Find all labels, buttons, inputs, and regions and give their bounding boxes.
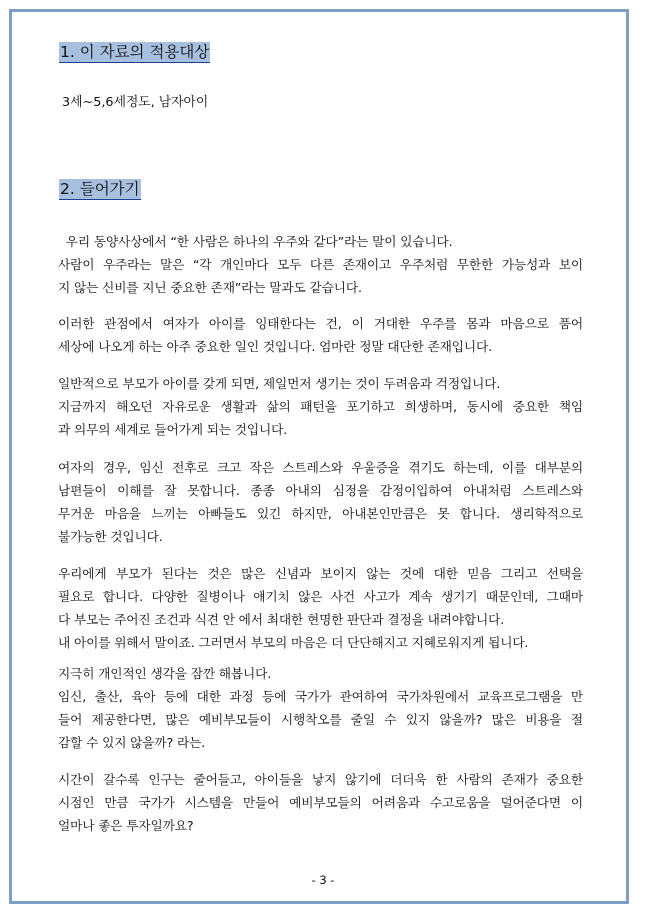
text-line: 과 의무의 세계로 들어가게 되는 것입니다.	[58, 422, 288, 437]
text-line: 지 않는 신비를 지닌 중요한 존재”라는 말과도 같습니다.	[58, 280, 362, 295]
text-line: 지극히 개인적인 생각을 잠깐 해봅니다.	[58, 666, 272, 681]
text-line: 감할 수 있지 않을까? 라는.	[58, 735, 206, 750]
text-line: 시점인 만큼 국가가 시스템을 만들어 예비부모들의 어려움과 수고로움을 덜어준다면 이	[58, 795, 583, 810]
paragraph	[58, 662, 583, 754]
page-number: - 3 -	[311, 873, 335, 887]
text-line: 임신, 출산, 육아 등에 대한 과정 등에 국가가 관여하여 국가차원에서 교육프로그램을 만	[58, 689, 583, 704]
paragraph	[58, 372, 583, 441]
text-line: 우리에게 부모가 된다는 것은 많은 신념과 보이지 않는 것에 대한 믿음 그리고 선택을	[58, 566, 583, 581]
text-line: 시간이 갈수록 인구는 줄어들고, 아이들을 낳지 않기에 더더욱 한 사람의 존재가 중요한	[58, 772, 583, 787]
text-line: 불가능한 것입니다.	[58, 529, 163, 544]
text-line: 필요로 합니다. 다양한 질병이나 얘기치 않은 사건 사고가 계속 생기기 때문인데, 그때마	[58, 589, 583, 604]
paragraph	[58, 562, 583, 654]
text-line: 얼마나 좋은 투자일까요?	[58, 818, 194, 833]
target-audience-text: 3세~5,6세정도, 남자아이	[62, 95, 209, 110]
section-heading-target: 1. 이 자료의 적용대상	[60, 43, 210, 61]
text-line: 들어 제공한다면, 많은 예비부모들이 시행착오를 줄일 수 있지 않을까? 많은 비용을 절	[58, 712, 583, 727]
text-line: 내 아이를 위해서 말이죠. 그러면서 부모의 마음은 더 단단해지고 지혜로워지게 됩니다.	[58, 635, 529, 650]
text-line: 남편들이 이해를 잘 못합니다. 종종 아내의 심정을 감정이입하여 아내처럼 스트레스와	[58, 483, 583, 498]
paragraph	[58, 768, 583, 837]
text-line: 무거운 마음을 느끼는 아빠들도 있긴 하지만, 아내본인만큼은 못 합니다. 생리학적으로	[58, 506, 583, 521]
text-line: 우리 동양사상에서 “한 사람은 하나의 우주와 같다”라는 말이 있습니다.	[58, 234, 453, 249]
paragraph	[58, 312, 583, 358]
text-line: 세상에 나오게 하는 아주 중요한 일인 것입니다. 엄마란 정말 대단한 존재입니다.	[58, 339, 492, 354]
text-line: 사람이 우주라는 말은 “각 개인마다 모두 다른 존재이고 우주처럼 무한한 가능성과 보이	[58, 257, 583, 272]
text-line: 다 부모는 주어진 조건과 식견 안 에서 최대한 현명한 판단과 결정을 내려야합니다.	[58, 612, 505, 627]
section-heading-intro: 2. 들어가기	[60, 180, 140, 198]
text-line: 일반적으로 부모가 아이를 갖게 되면, 제일먼저 생기는 것이 두려움과 걱정입니다.	[58, 376, 501, 391]
paragraph	[58, 230, 583, 299]
text-line: 여자의 경우, 임신 전후로 크고 작은 스트레스와 우울증을 겪기도 하는데, 이를 대부분의	[58, 460, 583, 475]
text-line: 이러한 관점에서 여자가 아이를 잉태한다는 건, 이 거대한 우주를 몸과 마음으로 품어	[58, 316, 583, 331]
text-line: 지금까지 해오던 자유로운 생활과 삶의 패턴을 포기하고 희생하며, 동시에 중요한 책임	[58, 399, 583, 414]
paragraph	[58, 456, 583, 548]
